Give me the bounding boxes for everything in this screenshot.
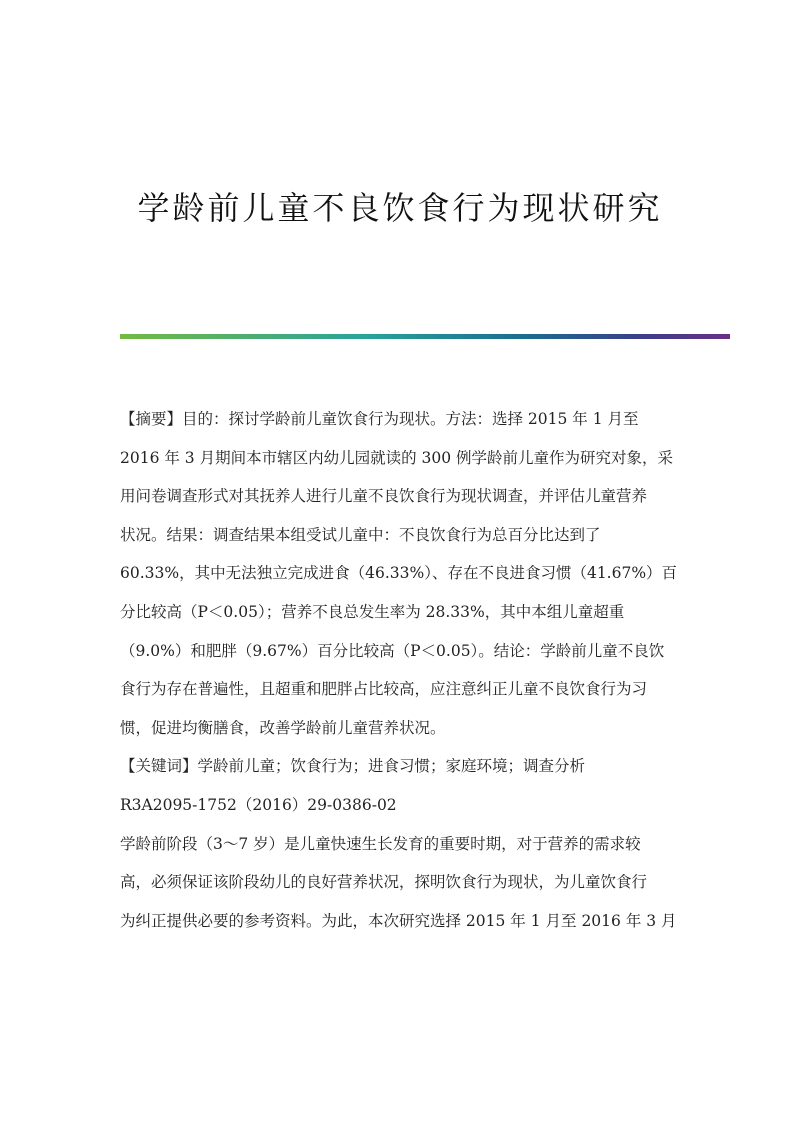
abstract-section (120, 400, 680, 747)
abstract-line: 状况。结果：调查结果本组受试儿童中：不良饮食行为总百分比达到了 (120, 525, 601, 544)
abstract-line: 用问卷调查形式对其抚养人进行儿童不良饮食行为现状调查，并评估儿童营养 (120, 487, 648, 506)
document-body (120, 400, 680, 940)
gradient-divider (120, 334, 730, 339)
abstract-line: （9.0%）和肥胖（9.67%）百分比较高（P＜0.05）。结论：学龄前儿童不良饮 (120, 641, 665, 660)
intro-line: 高，必须保证该阶段幼儿的良好营养状况，探明饮食行为现状，为儿童饮食行 (120, 873, 648, 892)
intro-section (120, 825, 680, 941)
abstract-line: 【摘要】目的：探讨学龄前儿童饮食行为现状。方法：选择 2015 年 1 月至 (120, 410, 639, 428)
abstract-line: 惯，促进均衡膳食，改善学龄前儿童营养状况。 (120, 718, 446, 737)
classification-line: R3A2095-1752（2016）29-0386-02 (120, 795, 397, 814)
abstract-line: 60.33%，其中无法独立完成进食（46.33%）、存在不良进食习惯（41.67%）百 (120, 564, 678, 583)
abstract-line: 分比较高（P＜0.05）；营养不良总发生率为 28.33%，其中本组儿童超重 (120, 602, 625, 621)
document-title: 学龄前儿童不良饮食行为现状研究 (137, 189, 663, 227)
abstract-line: 2016 年 3 月期间本市辖区内幼儿园就读的 300 例学龄前儿童作为研究对象，采 (120, 448, 674, 467)
intro-line: 为纠正提供必要的参考资料。为此，本次研究选择 2015 年 1 月至 2016 年 3 月 (120, 911, 677, 930)
keywords-line: 【关键词】学龄前儿童；饮食行为；进食习惯；家庭环境；调查分析 (120, 757, 586, 776)
abstract-line: 食行为存在普遍性，且超重和肥胖占比较高，应注意纠正儿童不良饮食行为习 (120, 680, 648, 699)
intro-line: 学龄前阶段（3～7 岁）是儿童快速生长发育的重要时期，对于营养的需求较 (120, 834, 641, 853)
